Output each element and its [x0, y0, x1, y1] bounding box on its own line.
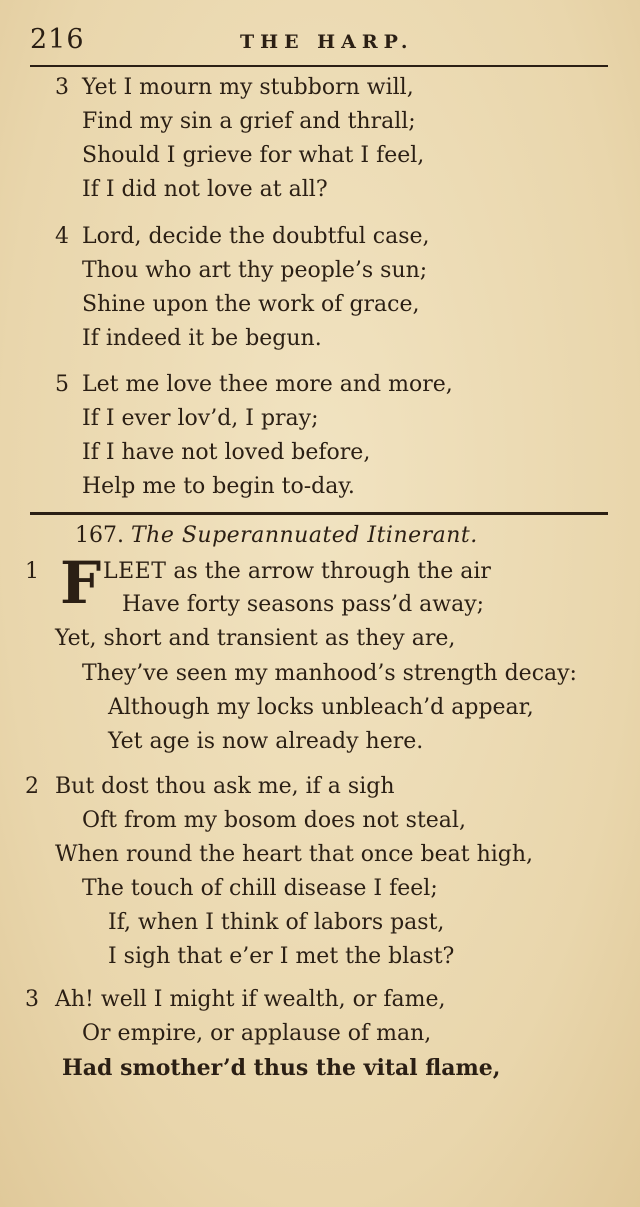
stanza-number: 1 — [25, 559, 39, 584]
verse-line: Or empire, or applause of man, — [82, 1021, 432, 1046]
verse-line: Oft from my bosom does not steal, — [82, 808, 466, 833]
verse-line: Yet age is now already here. — [108, 729, 424, 754]
verse-line: If I did not love at all? — [82, 177, 328, 202]
verse-line: But dost thou ask me, if a sigh — [55, 774, 395, 799]
verse-line: Help me to begin to-day. — [82, 474, 355, 499]
verse-line: If I have not loved before, — [82, 440, 371, 465]
header-rule — [30, 65, 608, 67]
hymn-separator — [30, 512, 608, 515]
verse-line: I sigh that e’er I met the blast? — [108, 944, 455, 969]
verse-line: If I ever lov’d, I pray; — [82, 406, 319, 431]
verse-line: Yet I mourn my stubborn will, — [82, 75, 414, 100]
verse-line: Yet, short and transient as they are, — [55, 626, 456, 651]
verse-line: Thou who art thy people’s sun; — [82, 258, 428, 283]
hymn-title: The Superannuated Itinerant. — [130, 523, 478, 548]
verse-line: If, when I think of labors past, — [108, 910, 445, 935]
verse-line: When round the heart that once beat high, — [55, 842, 534, 867]
first-word-caps: LEET — [103, 559, 167, 584]
verse-line: Shine upon the work of grace, — [82, 292, 420, 317]
verse-line: Had smother’d thus the vital flame, — [62, 1055, 501, 1081]
verse-line: Although my locks unbleach’d appear, — [108, 695, 534, 720]
verse-line: If indeed it be begun. — [82, 326, 322, 351]
first-line-rest: as the arrow through the air — [166, 559, 491, 584]
verse-line: The touch of chill disease I feel; — [82, 876, 438, 901]
page-number: 216 — [30, 24, 85, 55]
stanza-number: 3 — [25, 987, 39, 1012]
verse-line: Lord, decide the doubtful case, — [82, 224, 430, 249]
hymn-number: 167. — [75, 523, 124, 548]
verse-line: Have forty seasons pass’d away; — [122, 592, 485, 617]
verse-line: Find my sin a grief and thrall; — [82, 109, 416, 134]
verse-line: Ah! well I might if wealth, or fame, — [55, 987, 446, 1012]
verse-line — [103, 558, 491, 586]
drop-cap: F — [60, 549, 102, 617]
stanza-number: 2 — [25, 774, 39, 799]
hymn-heading — [75, 522, 478, 550]
stanza-number: 4 — [55, 224, 69, 249]
stanza-number: 3 — [55, 75, 69, 100]
verse-line: They’ve seen my manhood’s strength decay: — [82, 661, 577, 686]
stanza-number: 5 — [55, 372, 69, 397]
verse-line: Should I grieve for what I feel, — [82, 143, 425, 168]
verse-line: Let me love thee more and more, — [82, 372, 453, 397]
running-title: THE HARP. — [240, 31, 414, 53]
